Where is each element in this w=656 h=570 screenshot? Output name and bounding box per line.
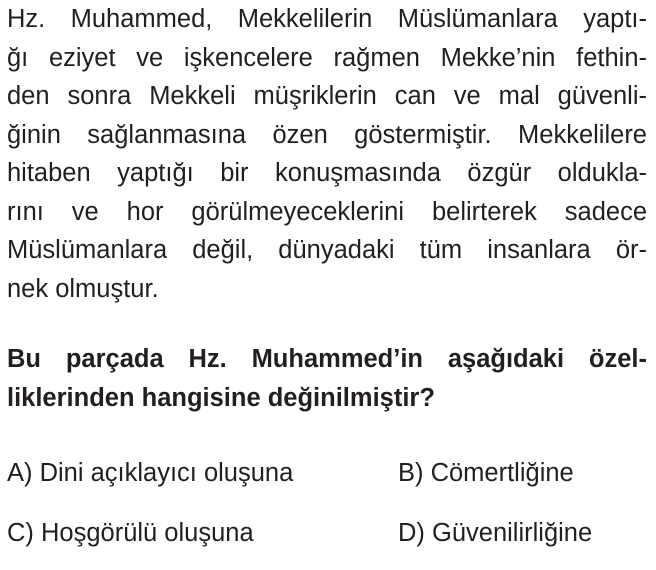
passage-line: Müslümanlara değil, dünyadaki tüm insanlara ör- (7, 236, 647, 264)
passage-line: ğinin sağlanmasına özen göstermiştir. Mekkelilere (7, 120, 647, 149)
passage-line: hitaben yaptığı bir konuşmasında özgür oldukla- (7, 159, 647, 187)
question-line: liklerinden hangisine değinilmiştir? (7, 383, 435, 412)
passage-line: rını ve hor görülmeyeceklerini belirterek sadece (7, 197, 647, 226)
answer-option-a[interactable]: A) Dini açıklayıcı oluşuna (7, 459, 294, 487)
passage-line: nek olmuştur. (7, 274, 159, 303)
answer-option-d[interactable]: D) Güvenilirliğine (398, 519, 593, 547)
passage-line: ğı eziyet ve işkencelere rağmen Mekke’nin fethin- (7, 43, 647, 72)
question-stem (7, 340, 647, 417)
passage-line: den sonra Mekkeli müşriklerin can ve mal güvenli- (7, 82, 647, 110)
passage-text (7, 0, 647, 308)
answer-option-b[interactable]: B) Cömertliğine (398, 459, 574, 487)
passage-line: Hz. Muhammed, Mekkelilerin Müslümanlara yaptı- (7, 5, 647, 33)
question-line: Bu parçada Hz. Muhammed’in aşağıdaki özel- (7, 345, 647, 373)
answer-option-c[interactable]: C) Hoşgörülü oluşuna (7, 519, 254, 547)
